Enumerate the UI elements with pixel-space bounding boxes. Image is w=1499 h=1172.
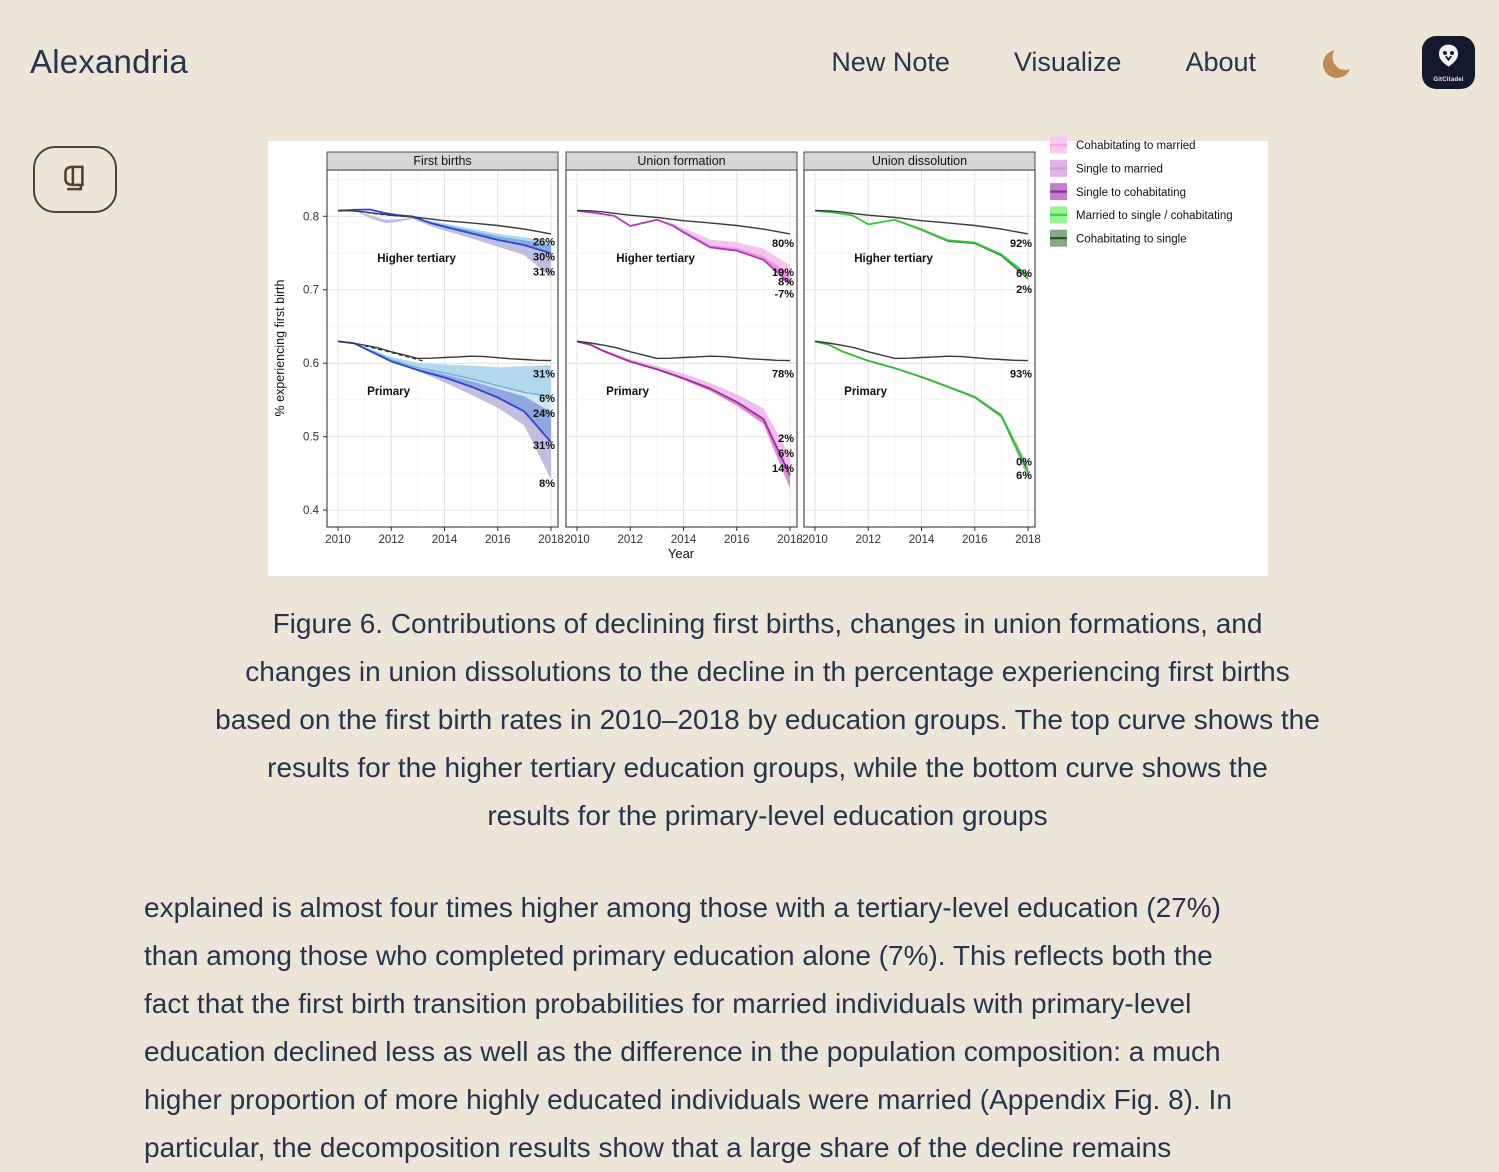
paragraph-line: than among those who completed primary education alone (7%). This reflects both the xyxy=(144,940,1213,971)
caption-line: changes in union dissolutions to the decline in th percentage experiencing first births xyxy=(245,656,1290,687)
theme-toggle-button[interactable] xyxy=(1320,42,1358,82)
svg-text:2018: 2018 xyxy=(776,534,803,546)
figure-image[interactable] xyxy=(268,141,1268,576)
svg-text:Cohabitating to single: Cohabitating to single xyxy=(1075,233,1187,246)
svg-text:78%: 78% xyxy=(771,368,794,381)
svg-text:0.4: 0.4 xyxy=(302,505,319,518)
svg-text:2%: 2% xyxy=(777,433,794,446)
svg-text:2016: 2016 xyxy=(961,534,988,546)
figure-chart xyxy=(268,141,1268,576)
svg-text:Primary: Primary xyxy=(605,386,649,399)
svg-text:6%: 6% xyxy=(1015,469,1032,482)
svg-text:2018: 2018 xyxy=(1014,534,1041,546)
svg-text:6%: 6% xyxy=(538,393,555,406)
svg-text:Higher tertiary: Higher tertiary xyxy=(853,253,933,266)
gitcitadel-badge[interactable] xyxy=(1422,36,1475,89)
svg-text:2016: 2016 xyxy=(484,534,511,546)
svg-text:2014: 2014 xyxy=(670,534,696,546)
svg-text:0.6: 0.6 xyxy=(302,358,319,371)
svg-text:2012: 2012 xyxy=(616,534,643,546)
svg-text:Union formation: Union formation xyxy=(636,154,726,168)
svg-text:2010: 2010 xyxy=(324,534,351,546)
svg-text:2010: 2010 xyxy=(563,534,590,546)
nav-about[interactable]: About xyxy=(1185,46,1256,77)
svg-text:Cohabitating to married: Cohabitating to married xyxy=(1075,140,1196,153)
svg-text:92%: 92% xyxy=(1009,238,1032,251)
svg-text:31%: 31% xyxy=(532,266,555,279)
moon-icon xyxy=(1320,70,1358,85)
svg-text:Higher tertiary: Higher tertiary xyxy=(615,253,695,266)
svg-text:0.8: 0.8 xyxy=(302,211,319,224)
svg-text:2016: 2016 xyxy=(723,534,750,546)
caption-line: results for the higher tertiary education groups, while the bottom curve shows the xyxy=(267,752,1268,783)
svg-text:80%: 80% xyxy=(771,238,794,251)
svg-text:6%: 6% xyxy=(777,448,794,461)
svg-text:Union dissolution: Union dissolution xyxy=(871,154,967,168)
svg-text:Higher tertiary: Higher tertiary xyxy=(376,253,456,266)
svg-text:8%: 8% xyxy=(777,276,794,289)
paragraph-line: fact that the first birth transition probabilities for married individuals with primary-level xyxy=(144,988,1192,1019)
chart-panel-3 xyxy=(802,152,1041,546)
main-content xyxy=(144,141,1391,1172)
figure-block xyxy=(144,141,1391,576)
shield-logo-icon xyxy=(1433,41,1464,77)
svg-text:2014: 2014 xyxy=(908,534,934,546)
svg-text:Primary: Primary xyxy=(366,386,410,399)
chart-panel-1 xyxy=(325,152,564,546)
svg-text:-7%: -7% xyxy=(773,288,794,301)
nav-visualize[interactable]: Visualize xyxy=(1013,46,1122,77)
svg-text:8%: 8% xyxy=(538,477,555,490)
svg-text:93%: 93% xyxy=(1009,368,1032,381)
app-logo[interactable]: Alexandria xyxy=(30,43,188,80)
main-nav xyxy=(831,36,1475,89)
book-icon xyxy=(57,160,93,199)
svg-text:2010: 2010 xyxy=(801,534,828,546)
svg-text:31%: 31% xyxy=(532,440,555,453)
article-paragraph xyxy=(144,884,1391,1172)
chart-panel-2 xyxy=(564,152,803,546)
svg-text:0.5: 0.5 xyxy=(302,431,319,444)
svg-text:First births: First births xyxy=(412,154,472,168)
svg-text:Single to cohabitating: Single to cohabitating xyxy=(1075,186,1186,199)
svg-text:2014: 2014 xyxy=(431,534,457,546)
svg-text:2012: 2012 xyxy=(377,534,404,546)
svg-text:14%: 14% xyxy=(771,463,794,476)
figure-caption xyxy=(144,600,1391,840)
svg-text:0%: 0% xyxy=(1015,456,1032,469)
paragraph-line: higher proportion of more highly educated individuals were married (Appendix Fig. 8). In xyxy=(144,1084,1232,1115)
header xyxy=(0,0,1499,90)
reader-view-button[interactable] xyxy=(33,146,117,213)
svg-text:Single to married: Single to married xyxy=(1075,163,1163,176)
svg-text:2%: 2% xyxy=(1015,284,1032,297)
svg-text:31%: 31% xyxy=(532,368,555,381)
svg-text:2018: 2018 xyxy=(537,534,564,546)
svg-text:6%: 6% xyxy=(1015,268,1032,281)
paragraph-line-clipped: particular, the decomposition results show that a large share of the decline remains xyxy=(144,1132,1172,1163)
paragraph-line: explained is almost four times higher among those with a tertiary-level education (27%) xyxy=(144,892,1221,923)
nav-new-note[interactable]: New Note xyxy=(831,46,950,77)
svg-text:Married to single / cohabitati: Married to single / cohabitating xyxy=(1075,210,1233,223)
svg-text:2012: 2012 xyxy=(854,534,881,546)
caption-line: based on the first birth rates in 2010–2018 by education groups. The top curve shows the xyxy=(215,704,1320,735)
svg-text:26%: 26% xyxy=(532,236,555,249)
svg-text:Primary: Primary xyxy=(843,386,887,399)
badge-label: GitCitadel xyxy=(1433,77,1464,83)
svg-text:24%: 24% xyxy=(532,407,555,420)
y-axis-label: % experiencing first birth xyxy=(272,279,287,417)
svg-text:30%: 30% xyxy=(532,251,555,264)
paragraph-line: education declined less as well as the difference in the population composition: a much xyxy=(144,1036,1221,1067)
caption-line: results for the primary-level education groups xyxy=(487,800,1048,831)
svg-text:0.7: 0.7 xyxy=(302,284,319,297)
svg-text:19%: 19% xyxy=(771,267,794,280)
x-axis-label: Year xyxy=(667,546,694,561)
caption-line: Figure 6. Contributions of declining first births, changes in union formations, and xyxy=(272,608,1263,639)
